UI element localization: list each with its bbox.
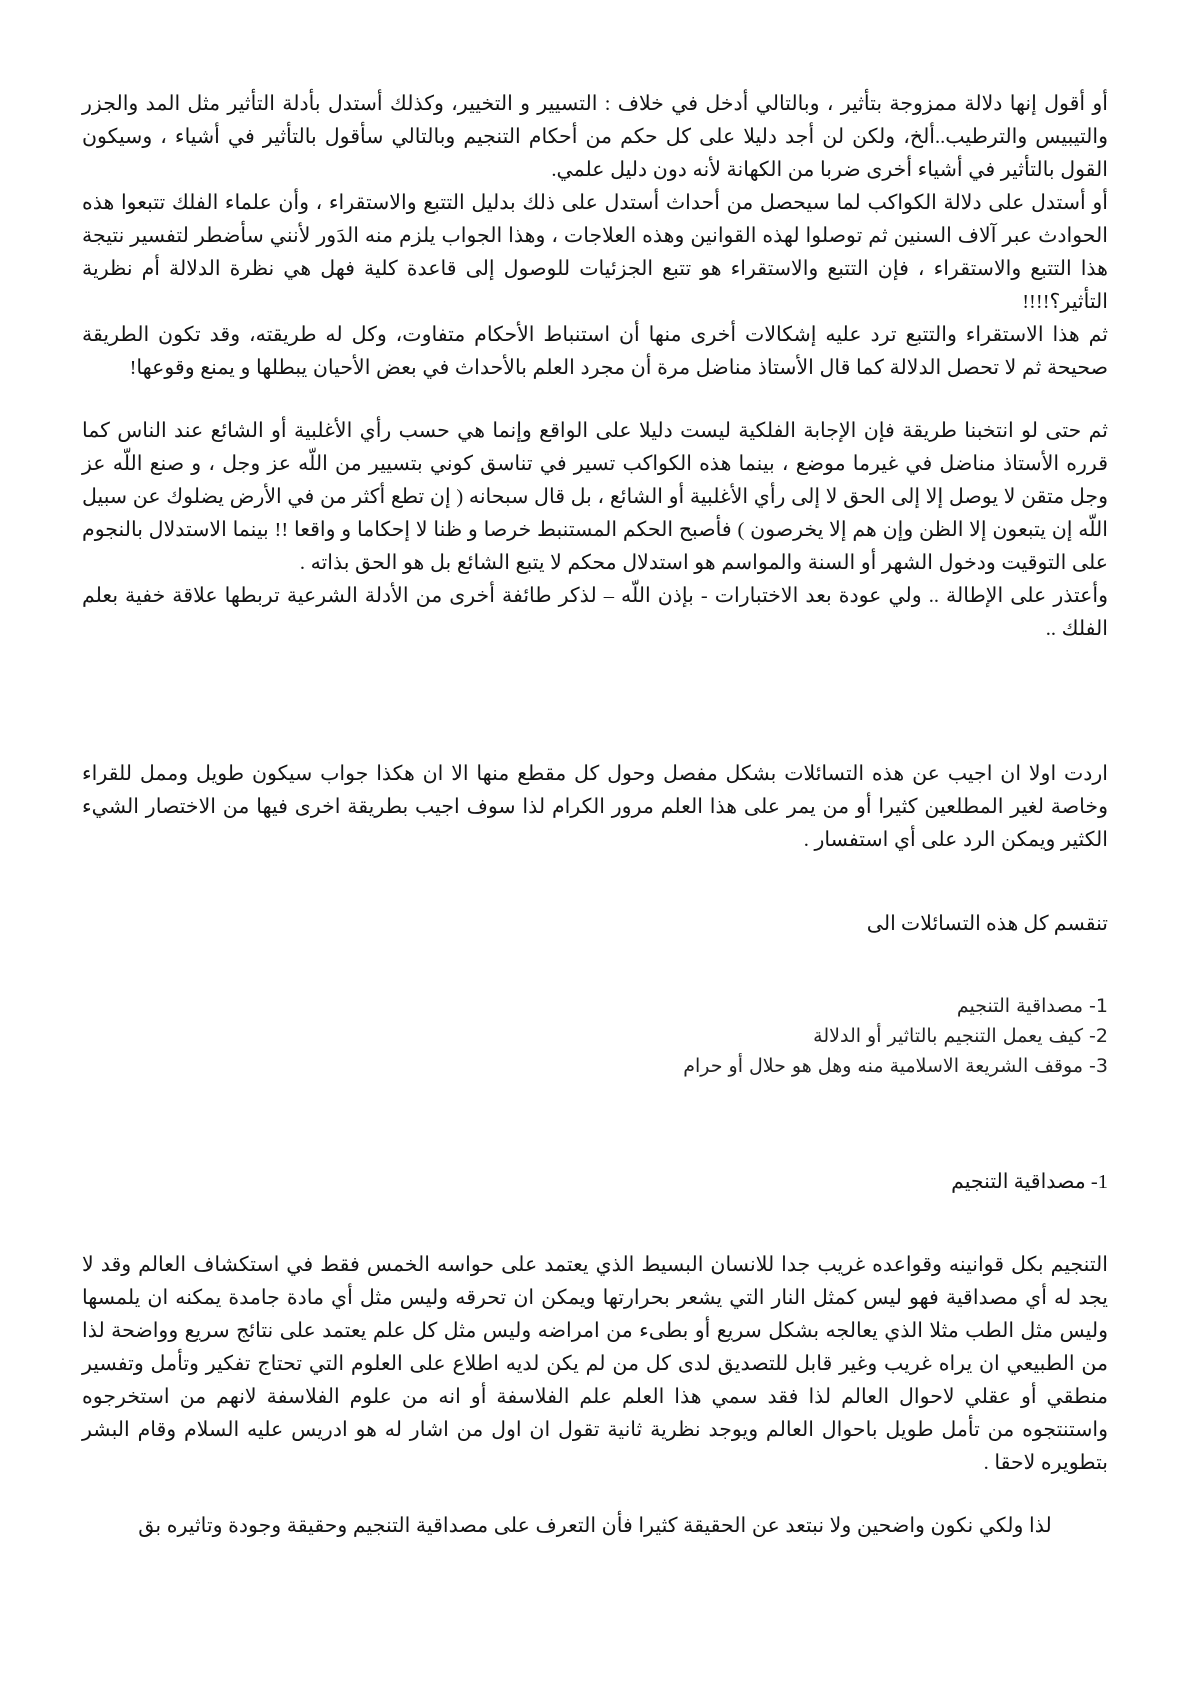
list-item-3: 3- موقف الشريعة الاسلامية منه وهل هو حلال أو حرام [683,1055,1108,1077]
paragraph-9: لذا ولكي نكون واضحين ولا نبتعد عن الحقيقة كثيرا فأن التعرف على مصداقية التنجيم وحقيقة وجودة وتاثيره بق [138,1515,1052,1537]
paragraph-5: وأعتذر على الإطالة .. ولي عودة بعد الاختبارات - بإذن اللّه – لذكر طائفة أخرى من الأدلة الشرعية تربطها علاقة خفية بعلم الفلك .. [82,585,1108,640]
questions-list [82,991,1108,1081]
section-heading-credibility: 1- مصداقية التنجيم [951,1170,1108,1193]
paragraph-8: التنجيم بكل قوانينه وقواعده غريب جدا للانسان البسيط الذي يعتمد على حواسه الخمس فقط في استكشاف العالم وقد لا يجد له أي مصداقية فهو ليس كمثل النار التي يشعر بحرارتها ويمكن ان تحرقه وليس مثل أي مادة جامدة يمكنه ان يلمسها وليس مثل الطب مثلا الذي يعالجه بشكل سريع أو بطىء من امراضه وليس مثل كل علم يعتمد على نتائج سريع وواضحة لذا من الطبيعي ان يراه غريب وغير قابل للتصديق لدى كل من لم يكن لديه اطلاع على العلوم التي تحتاج تفكير وتأمل وتفسير منطقي أو عقلي لاحوال العالم لذا فقد سمي هذا العلم علم الفلاسفة أو انه من علوم الفلاسفة لانهم من استخرجوه واستنتجوه من تأمل طويل باحوال العالم ويوجد نظرية ثانية تقول ان اول من اشار له هو ادريس عليه السلام وقام البشر بتطويره لاحقا . [82,1254,1108,1474]
list-item-1: 1- مصداقية التنجيم [956,995,1108,1017]
spacer-before-list [82,961,1108,991]
spacer-after-paragraph-3 [82,385,1108,415]
paragraph-7-divisions-intro: تنقسم كل هذه التسائلات الى [866,912,1108,935]
document-body [82,88,1108,1543]
spacer-after-paragraph-6 [82,857,1108,887]
spacer-before-section-heading [82,1081,1108,1145]
spacer-before-paragraph-9 [82,1480,1108,1510]
paragraph-6: اردت اولا ان اجيب عن هذه التسائلات بشكل مفصل وحول كل مقطع منها الا ان هكذا جواب سيكون طويل وممل للقراء وخاصة لغير المطلعين كثيرا أو من يمر على هذا العلم مرور الكرام لذا سوف اجيب بطريقة اخرى فيها من الاختصار الشيء الكثير ويمكن الرد على أي استفسار . [82,763,1108,851]
paragraph-2: أو أستدل على دلالة الكواكب لما سيحصل من أحداث أستدل على ذلك بدليل التتبع والاستقراء ، وأن علماء الفلك تتبعوا هذه الحوادث عبر آلاف السنين ثم توصلوا لهذه القوانين وهذه العلاجات ، وهذا الجواب يلزم منه الدَور لأنني سأضطر لتفسير نتيجة هذا التتبع والاستقراء ، فإن التتبع والاستقراء هو تتبع الجزئيات للوصول إلى قاعدة كلية فهل هي نظرة الدلالة أم نظرية التأثير؟!!!! [82,192,1108,313]
list-item-2: 2- كيف يعمل التنجيم بالتاثير أو الدلالة [813,1025,1108,1047]
paragraph-3: ثم هذا الاستقراء والتتبع ترد عليه إشكالات أخرى منها أن استنباط الأحكام متفاوت، وكل له طريقته، وقد تكون الطريقة صحيحة ثم لا تحصل الدلالة كما قال الأستاذ مناضل مرة أن مجرد العلم بالأحداث في بعض الأحيان يبطلها و يمنع وقوعها! [82,324,1108,379]
paragraph-4: ثم حتى لو انتخبنا طريقة فإن الإجابة الفلكية ليست دليلا على الواقع وإنما هي حسب رأي الأغلبية أو الشائع عند الناس كما قرره الأستاذ مناضل في غيرما موضع ، بينما هذه الكواكب تسير في تناسق كوني بتسيير من اللّه عز وجل ، و صنع اللّه عز وجل متقن لا يوصل إلا إلى الحق لا إلى رأي الأغلبية أو الشائع ، بل قال سبحانه ( إن تطع أكثر من في الأرض يضلوك عن سبيل اللّه إن يتبعون إلا الظن وإن هم إلا يخرصون ) فأصبح الحكم المستنبط خرصا و ظنا لا إحكاما و واقعا !! بينما الاستدلال بالنجوم على التوقيت ودخول الشهر أو السنة والمواسم هو استدلال محكم لا يتبع الشائع بل هو الحق بذاته . [82,420,1108,574]
spacer-section-break-1 [82,646,1108,758]
spacer-after-section-heading [82,1219,1108,1249]
paragraph-1: أو أقول إنها دلالة ممزوجة بتأثير ، وبالتالي أدخل في خلاف : التسيير و التخيير، وكذلك أستدل بأدلة التأثير مثل المد والجزر والتيبيس والترطيب..ألخ، ولكن لن أجد دليلا على كل حكم من أحكام التنجيم وبالتالي سأقول بالتأثير في أشياء ، وسيكون القول بالتأثير في أشياء أخرى ضربا من الكهانة لأنه دون دليل علمي. [82,93,1108,181]
